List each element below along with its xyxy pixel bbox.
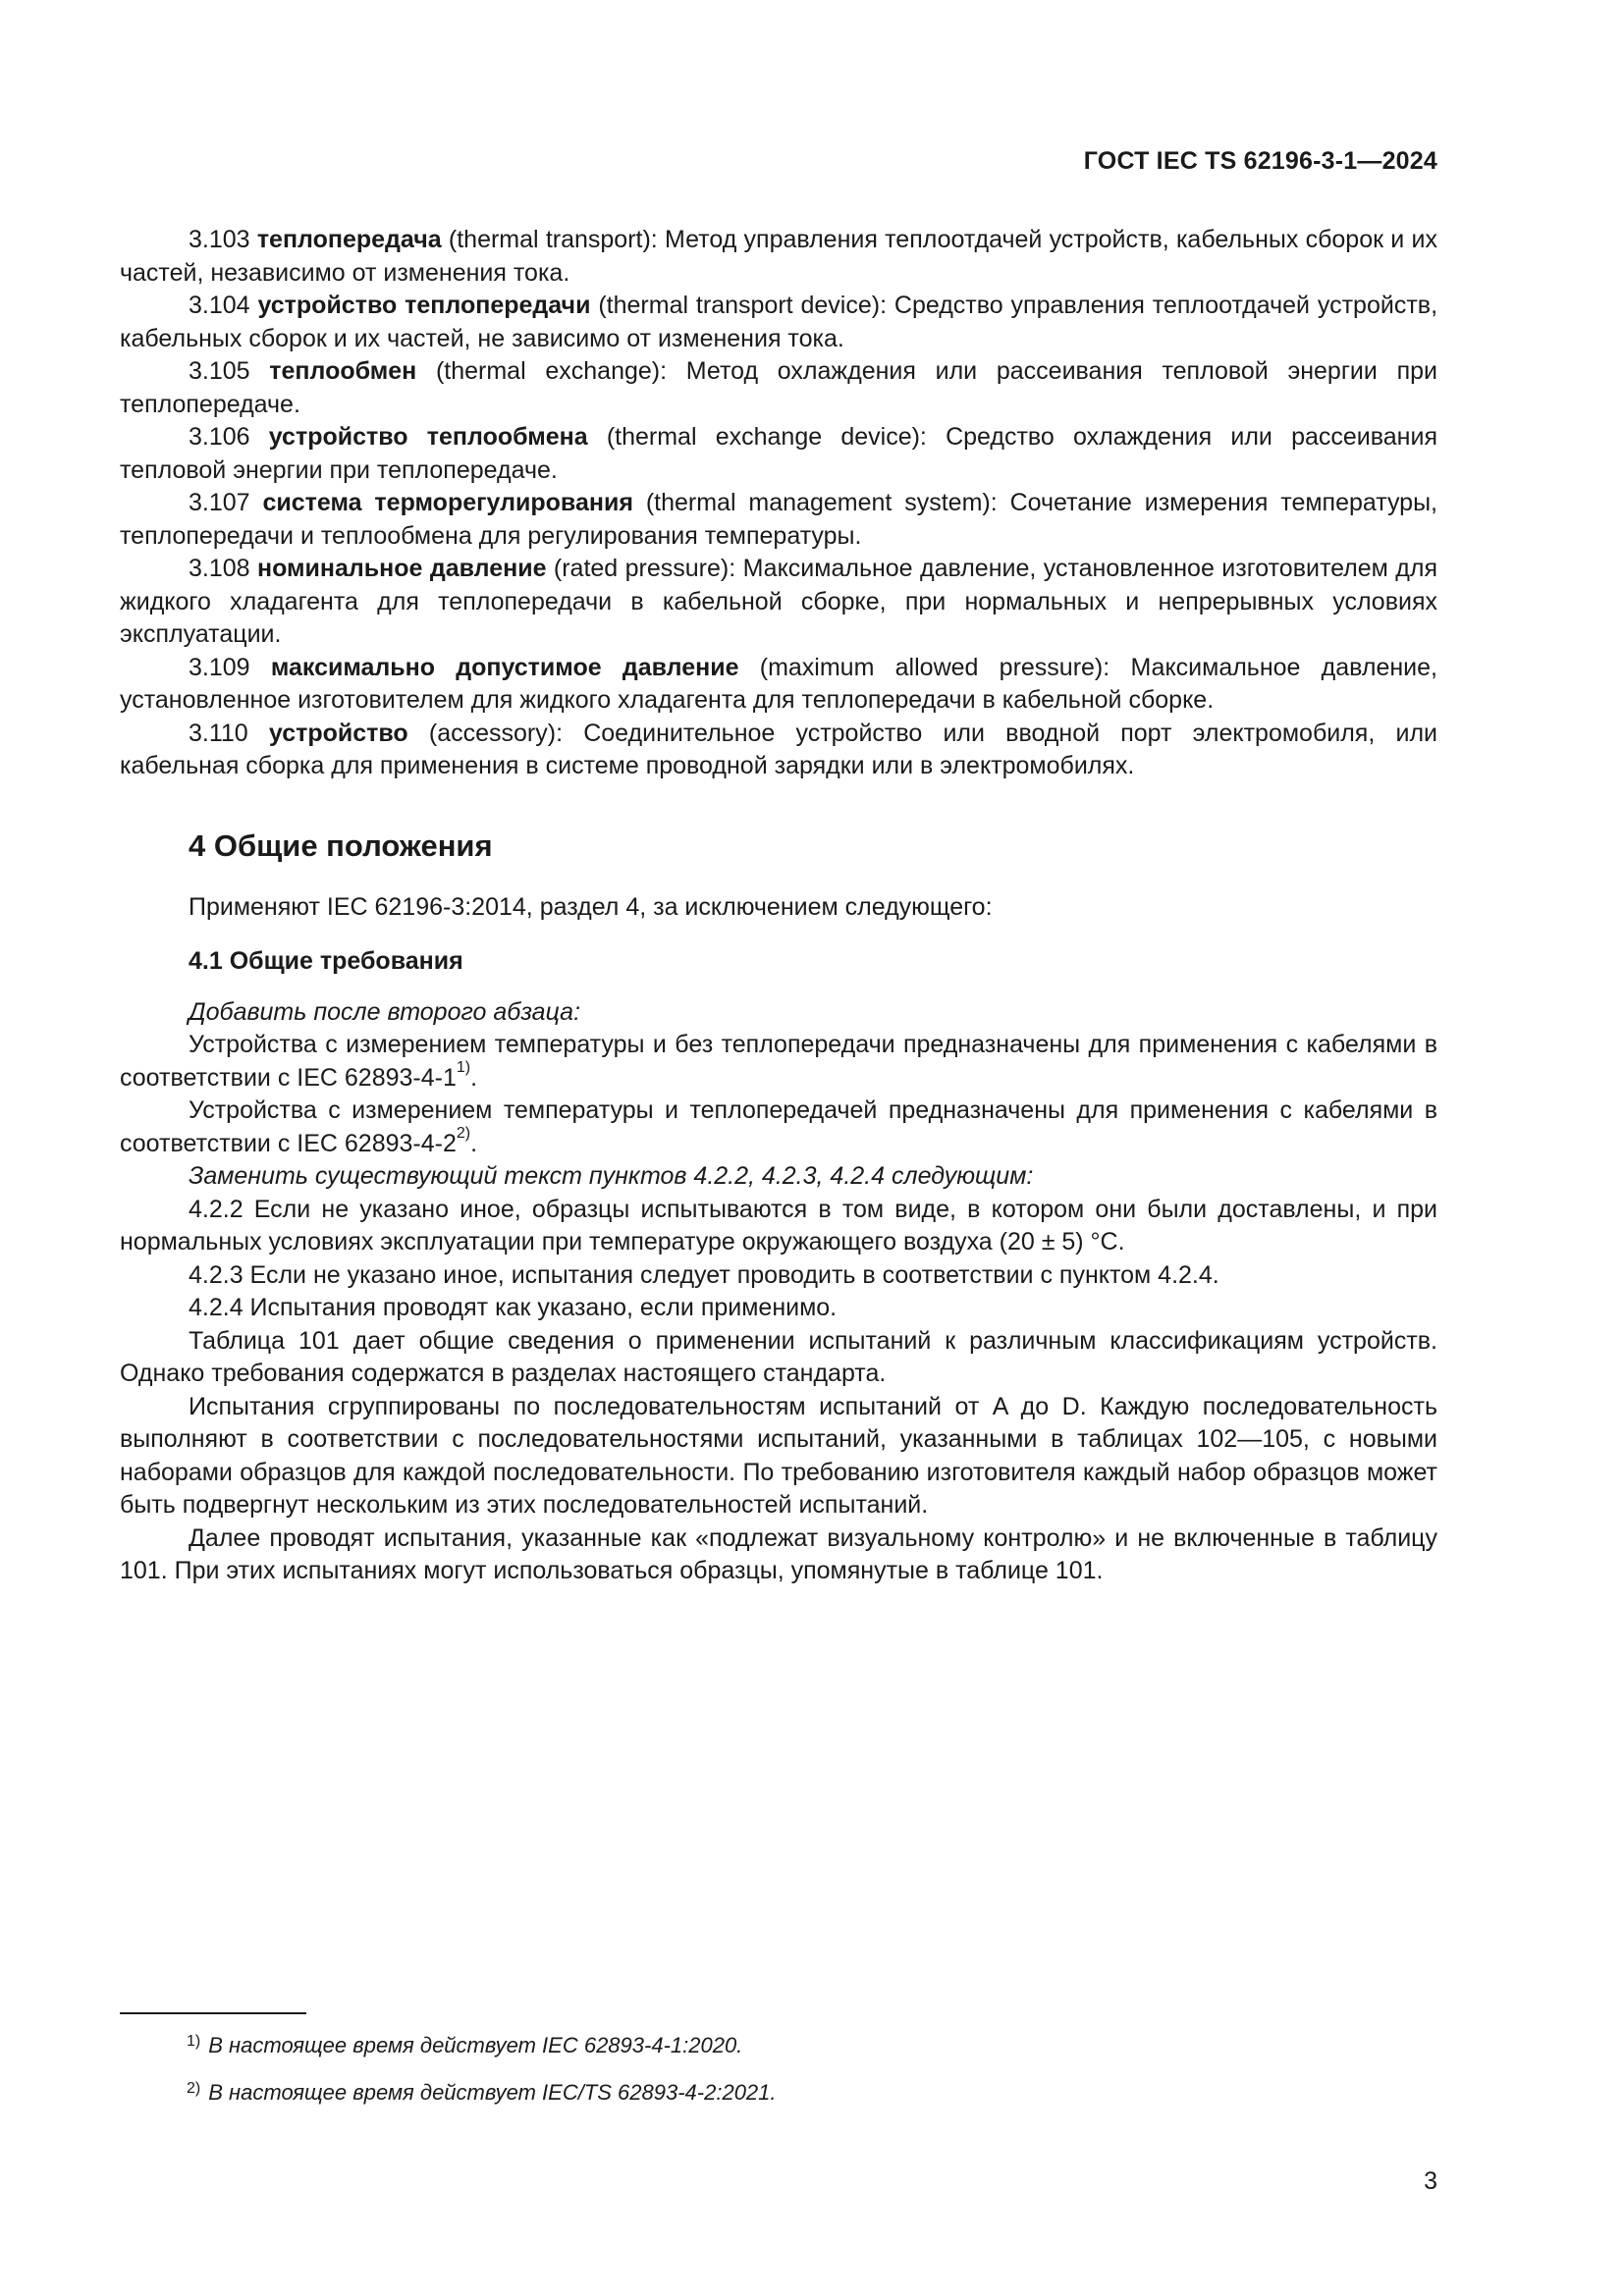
term: устройство теплообмена (268, 423, 588, 451)
term: теплопередача (256, 226, 442, 253)
definition-3-103: 3.103 теплопередача (thermal transport): Метод управления теплоотдачей устройств, кабельных сборок и их частей, независимо от изменения тока. (120, 226, 1437, 287)
definition-3-110: 3.110 устройство (accessory): Соединительное устройство или вводной порт электромобиля, или кабельная сборка для применения в системе проводной зарядки или в электромобилях. (120, 719, 1437, 779)
paragraph-visual-inspection: Далее проводят испытания, указанные как «подлежат визуальному контролю» и не включенные в таблицу 101. При этих испытаниях могут использоваться образцы, упомянутые в таблице 101. (120, 1523, 1437, 1584)
section-heading: 4 Общие положения (189, 828, 493, 863)
term: максимально допустимое давление (270, 653, 739, 681)
definition-3-106: 3.106 устройство теплообмена (thermal exchange device): Средство охлаждения или рассеивания тепловой энергии при теплопередаче. (120, 423, 1437, 484)
paragraph-table-101: Таблица 101 дает общие сведения о применении испытаний к различным классификациям устройств. Однако требования содержатся в разделах настоящего стандарта. (120, 1326, 1437, 1387)
document-header: ГОСТ IEC TS 62196-3-1—2024 (1083, 147, 1437, 175)
term: номинальное давление (256, 555, 547, 582)
term: устройство теплопередачи (257, 292, 591, 319)
definition-3-105: 3.105 теплообмен (thermal exchange): Метод охлаждения или рассеивания тепловой энергии при теплопередаче. (120, 357, 1437, 418)
definition-3-107: 3.107 система терморегулирования (thermal management system): Сочетание измерения температуры, теплопередачи и теплообмена для регулирования температуры. (120, 489, 1438, 550)
amendment-instruction: Заменить существующий текст пунктов 4.2.2, 4.2.3, 4.2.4 следующим: (189, 1162, 1034, 1190)
paragraph-cables-4-2: Устройства с измерением температуры и теплопередачей предназначены для применения с кабелями в соответствии с IEC 62893-4-2$^{2)}$. (120, 1096, 1437, 1157)
term: система терморегулирования (262, 489, 633, 516)
term: устройство (268, 719, 408, 747)
section-intro: Применяют IEC 62196-3:2014, раздел 4, за исключением следующего: (189, 892, 993, 921)
footnote-ref[interactable]: 2) (456, 1124, 471, 1142)
clause-4-2-3: 4.2.3 Если не указано иное, испытания следует проводить в соответствии с пунктом 4.2.4. (189, 1260, 1219, 1289)
document-body (120, 224, 1437, 1588)
page-number: 3 (1424, 2167, 1437, 2195)
definition-3-104: 3.104 устройство теплопередачи (thermal transport device): Средство управления теплоотдачей устройств, кабельных сборок и их частей, не зависимо от изменения тока. (120, 292, 1438, 352)
footnote-1: $^{1)}$ В настоящее время действует IEC 62893-4-1:2020. (187, 2033, 743, 2057)
definition-3-109: 3.109 максимально допустимое давление (maximum allowed pressure): Максимальное давление, установленное изготовителем для жидкого хладагента для теплопередачи в кабельной сборке. (120, 653, 1437, 714)
subsection-heading: 4.1 Общие требования (189, 947, 463, 975)
definition-3-108: 3.108 номинальное давление (rated pressure): Максимальное давление, установленное изготовителем для жидкого хладагента для теплопередачи в кабельной сборке, при нормальных и непрерывных условиях эксплуатации. (120, 555, 1437, 648)
clause-4-2-4: 4.2.4 Испытания проводят как указано, если применимо. (189, 1294, 838, 1321)
footnote-2: $^{2)}$ В настоящее время действует IEC/TS 62893-4-2:2021. (187, 2080, 777, 2105)
footnote-number: 1) (187, 2033, 201, 2050)
paragraph-cables-4-1: Устройства с измерением температуры и без теплопередачи предназначены для применения с кабелями в соответствии с IEC 62893-4-1$^{1)}$. (120, 1031, 1437, 1092)
amendment-instruction: Добавить после второго абзаца: (189, 997, 581, 1026)
footnotes (187, 2022, 1414, 2116)
footnote-separator (120, 2012, 306, 2014)
term: теплообмен (269, 357, 417, 385)
footnote-number: 2) (187, 2080, 201, 2097)
footnote-ref[interactable]: 1) (456, 1058, 471, 1076)
clause-4-2-2: 4.2.2 Если не указано иное, образцы испытываются в том виде, в котором они были доставлены, и при нормальных условиях эксплуатации при температуре окружающего воздуха (20 ± 5) °С. (120, 1195, 1437, 1255)
paragraph-test-sequences: Испытания сгруппированы по последовательностям испытаний от A до D. Каждую последовательность выполняют в соответствии с последовательностями испытаний, указанными в таблицах 102—105, с новыми наборами образцов для каждой последовательности. По требованию изготовителя каждый набор образцов может быть подвергнут нескольким из этих последовательностей испытаний. (120, 1392, 1437, 1519)
